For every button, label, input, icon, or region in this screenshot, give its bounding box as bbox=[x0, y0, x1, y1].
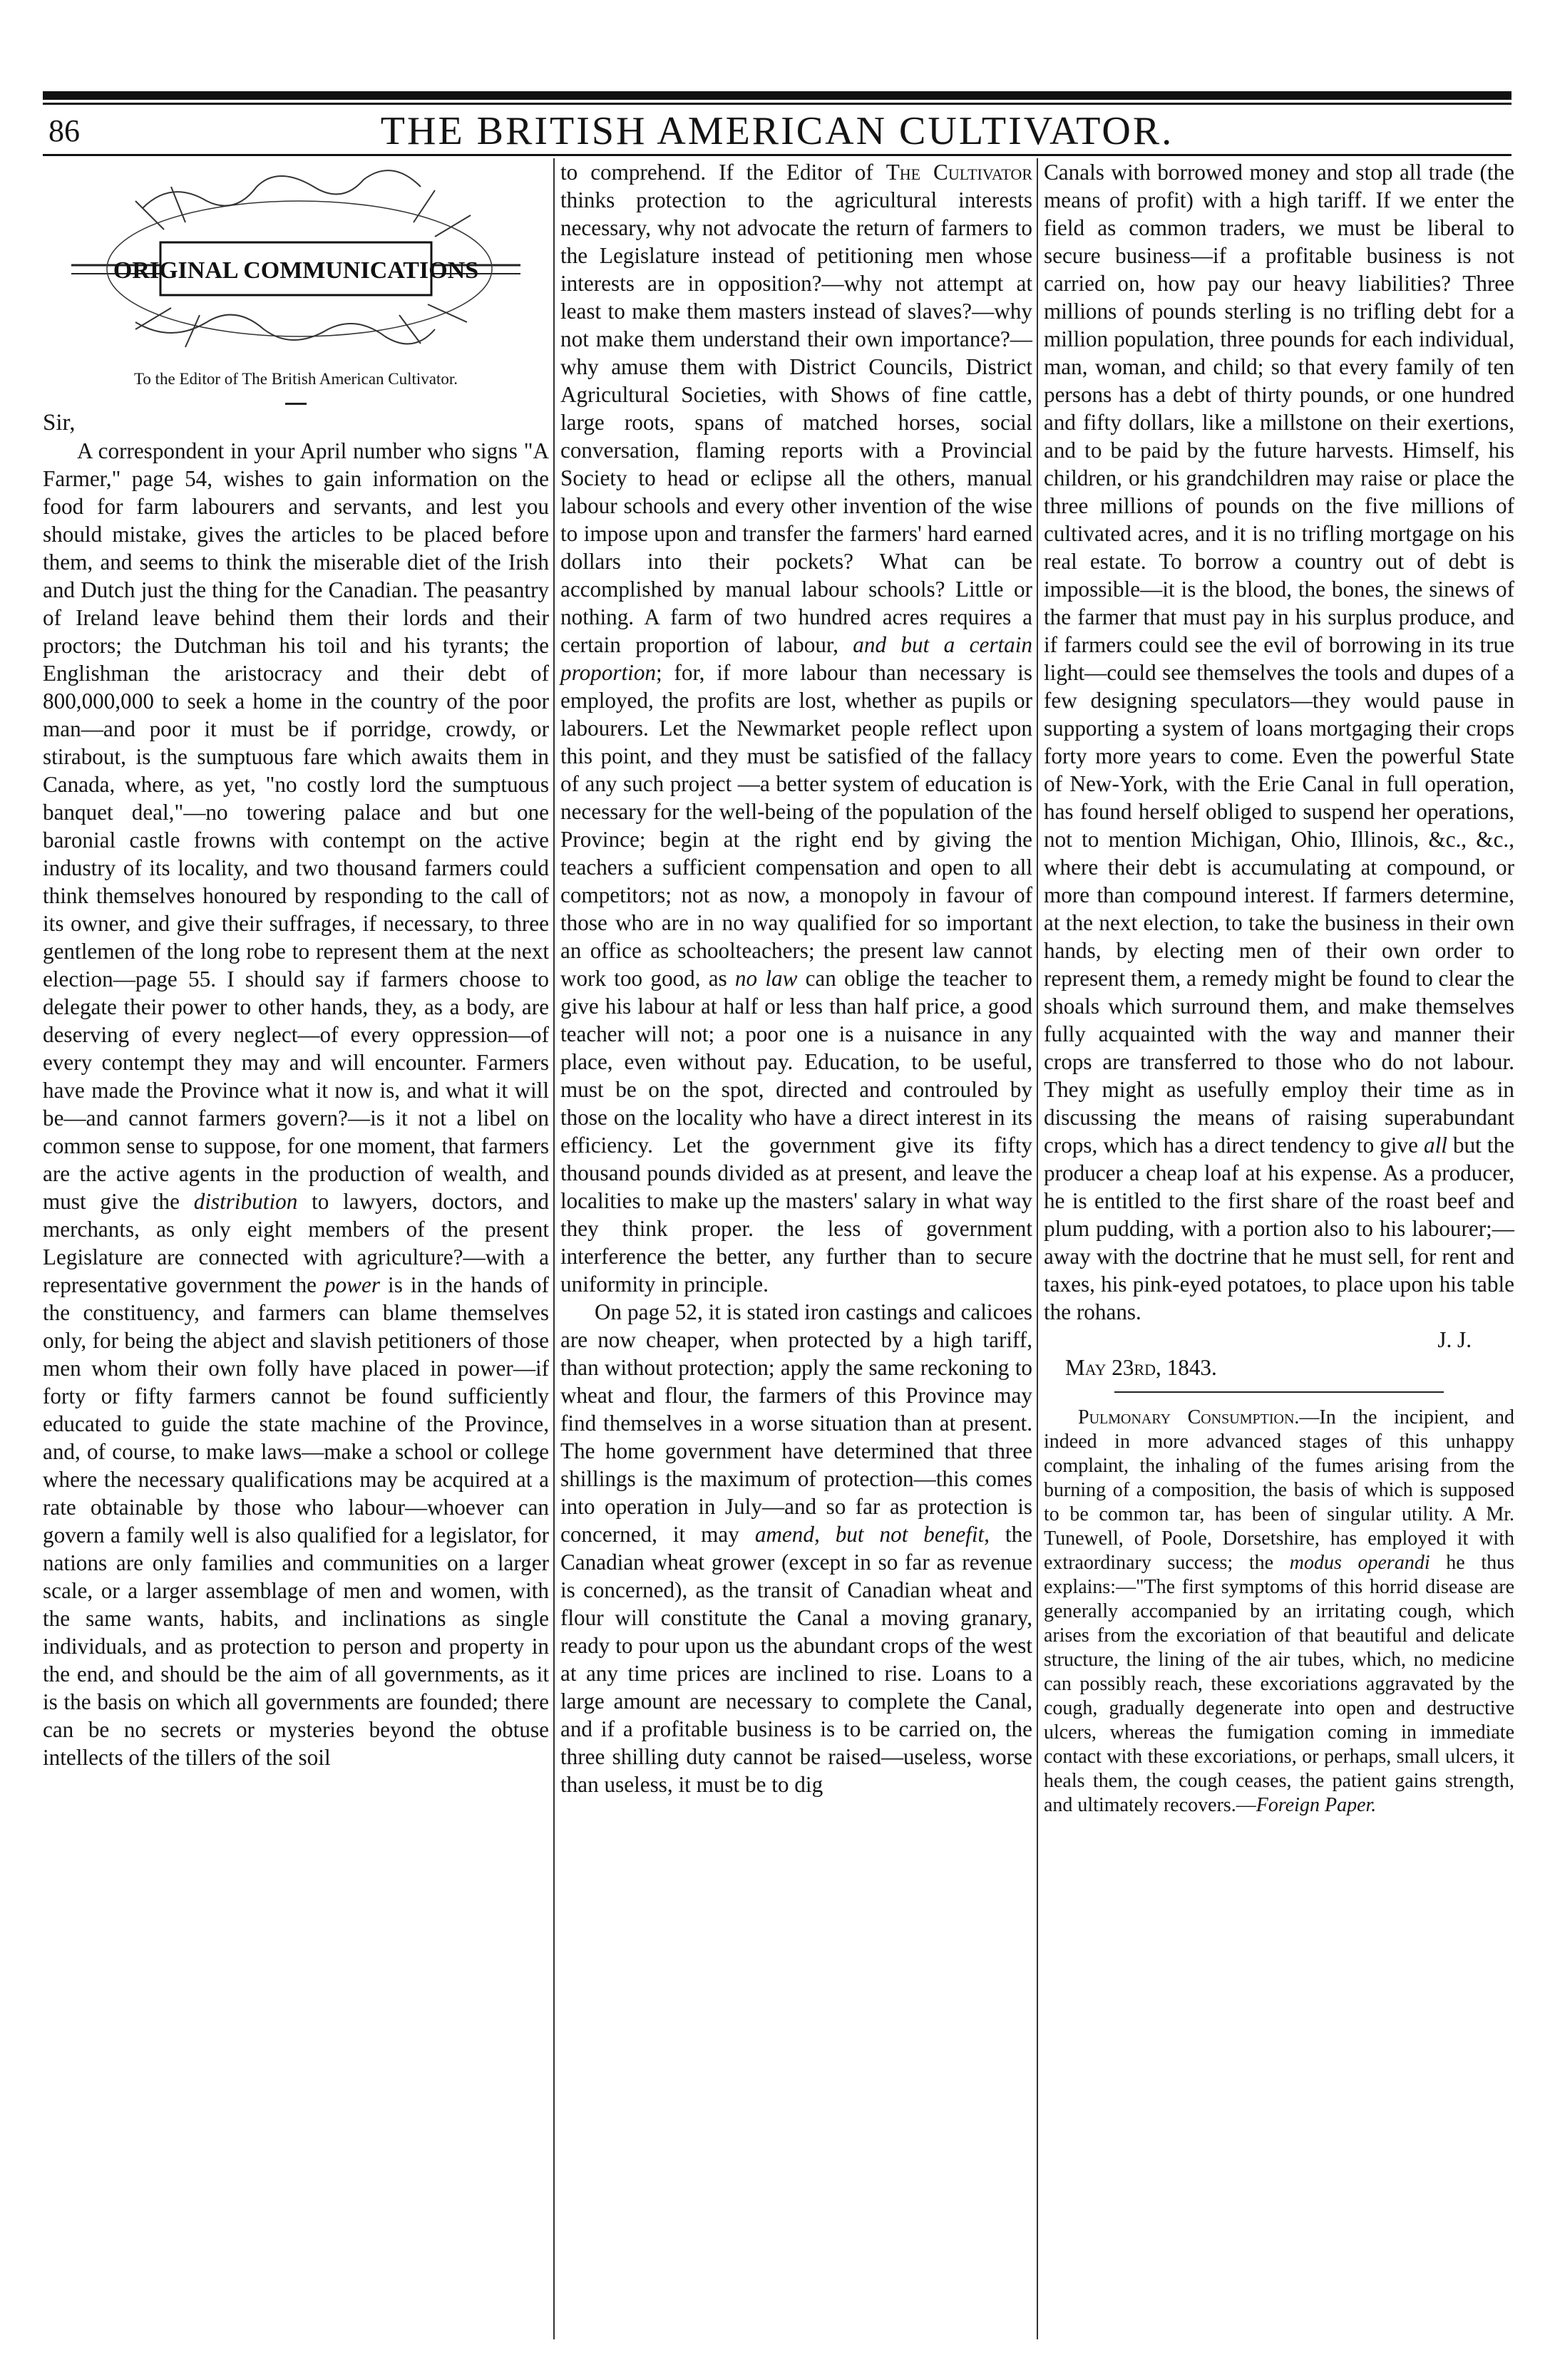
article-separator bbox=[1114, 1391, 1444, 1393]
top-thin-rule bbox=[43, 103, 1511, 105]
dedication-line: To the Editor of The British American Cultivator. bbox=[133, 370, 458, 388]
letter-paragraph-2: to comprehend. If the Editor of The Cultivator thinks protection to the agricultural interests necessary, why not advocate the return of farmers to the Legislature instead of petitioning men whose interests are in opposition?—why not attempt at least to make them masters instead of slaves?—why not make them understand their own importance?—why amuse them with District Councils, District Agricultural Societies, with Shows of fine cattle, large roots, spans of matched horses, social conversation, flaming reports with a Provincial Society to head or eclipse all the others, manual labour schools and every other invention of the wise to impose upon and transfer the farmers' hard earned dollars into their pockets? What can be accomplished by manual labour schools? Little or nothing. A farm of two hundred acres requires a certain proportion of labour, and but a certain proportion; for, if more labour than necessary is employed, the profits are lost, whether as pupils or labourers. Let the Newmarket people reflect upon this point, and they must be satisfied of the fallacy of any such project —a better system of education is necessary for the well-being of the population of the Province; begin at the right end by giving the teachers a sufficient compensation and open to all competitors; not as now, a monopoly in favour of those who are in no way qualified for so important an office as schoolteachers; the present law cannot work too good, as no law can oblige the teacher to give his labour at half or less than half price, a good teacher will not; a poor one is a nuisance in any place, even without pay. Education, to be useful, must be on the spot, directed and controuled by those on the locality who have a direct interest in its efficiency. Let the government give its fifty thousand pounds divided as at present, and leave the localities to make up the masters' salary in what way they think proper. the less of government interference the better, any further than to secure uniformity in principle. bbox=[560, 160, 1032, 1297]
top-thick-rule bbox=[43, 91, 1511, 100]
letter-paragraph-4: Canals with borrowed money and stop all trade (the means of profit) with a high tariff. If we enter the field as common traders, we must be liberal to secure business—if a profitable business is not carried on, how pay our heavy liabilities? Three millions of pounds sterling is no trifling debt for a million population, three pounds for each individual, man, woman, and child; so that every family of ten persons has a debt of thirty pounds, or one hundred and fifty dollars, like a millstone on their exertions, and to be paid by the future harvests. Himself, his children, or his grandchildren may raise or place the three millions of pounds on the five millions of cultivated acres, and it is no trifling mortgage on his real estate. To borrow a country out of debt is impossible—it is the blood, the bones, the sinews of the farmer that must pay in his surplus produce, and if farmers could see the evil of borrowing in its true light—could see themselves the tools and dupes of a few designing speculators—they would pause in supporting a system of loans mortgaging their crops forty more years to come. Even the powerful State of New-York, with the Erie Canal in full operation, has found herself obliged to suspend her operations, not to mention Michigan, Ohio, Illinois, &c., &c., where their debt is accumulating at compound, or more than compound interest. If farmers determine, at the next election, to take the business in their own hands, by electing men of their own order to represent them, a remedy might be found to clear the shoals which surround them, and make themselves fully acquainted with the way and manner their crops are transferred to those who do not labour. They might as usefully employ their time as in discussing the means of raising superabundant crops, which has a direct tendency to give all but the producer a cheap loaf at his expense. As a producer, he is entitled to the first share of the roast beef and plum pudding, with a portion also to his labourer;—away with the doctrine that he must sell, for rent and taxes, his pink-eyed potatoes, to place upon his table the rohans. bbox=[1044, 160, 1514, 1324]
emblem-graphic bbox=[43, 165, 549, 358]
consumption-notice: Pulmonary Consumption.—In the incipient, and indeed in more advanced stages of this unhappy complaint, the inhaling of the fumes arising from the burning of a composition, the basis of which is supposed to be common tar, has been of singular utility. A Mr. Tunewell, of Poole, Dorsetshire, has employed it with extraordinary success; the modus operandi he thus explains:—"The first symptoms of this horrid disease are generally accompanied by an irritating cough, which arises from the excoriation of that beautiful and delicate structure, the lining of the air tubes, which, no medicine can possibly reach, these excoriations aggravated by the cough, gradually degenerate into open and destructive ulcers, whereas the fumigation coming in immediate contact with these excoriations, or perhaps, small ulcers, it heals them, the cough ceases, the patient gains strength, and ultimately recovers.—Foreign Paper. bbox=[1044, 1406, 1515, 1816]
notice-heading: Pulmonary Consumption. bbox=[1078, 1406, 1300, 1428]
notice-source: Foreign Paper. bbox=[1256, 1794, 1377, 1816]
running-title: THE BRITISH AMERICAN CULTIVATOR. bbox=[380, 109, 1174, 153]
original-communications-emblem bbox=[43, 158, 549, 365]
letter-date: May 23rd, 1843. bbox=[1065, 1355, 1217, 1380]
letter-paragraph-3: On page 52, it is stated iron castings and calicoes are now cheaper, when protected by a high tariff, than without protection; apply the same reckoning to wheat and flour, the farmers of this Province may find themselves in a worse situation than at present. The home government have determined that three shillings is the maximum of protection—this comes into operation in July—and so far as protection is concerned, it may amend, but not benefit, the Canadian wheat grower (except in so far as revenue is concerned), as the transit of Canadian wheat and flour will constitute the Canal a moving granary, ready to pour upon us the abundant crops of the west at any time prices are inclined to rise. Loans to a large amount are necessary to complete the Canal, and if a profitable business is to be carried on, the three shilling duty cannot be raised—useless, worse than useless, it must be to dig bbox=[560, 1299, 1033, 1797]
column-1 bbox=[43, 158, 549, 1771]
column-divider-2 bbox=[1037, 158, 1038, 2339]
page-number: 86 bbox=[48, 113, 80, 148]
salutation: Sir, bbox=[43, 410, 76, 436]
page-header bbox=[43, 105, 1511, 155]
emblem-text: ORIGINAL COMMUNICATIONS bbox=[113, 257, 479, 284]
letter-paragraph-1: A correspondent in your April number who signs "A Farmer," page 54, wishes to gain information on the food for farm labourers and servants, and lest you should mistake, gives the articles to be placed before them, and seems to think the miserable diet of the Irish and Dutch just the thing for the Canadian. The peasantry of Ireland leave behind them their lords and their proctors; the Dutchman his toil and his tyrants; the Englishman the aristocracy and their debt of 800,000,000 to seek a home in the country of the poor man—and poor it must be if porridge, crowdy, or stirabout, is the sumptuous fare which awaits them in Canada, where, as yet, "no costly lord the sumptuous banquet deal,"—no towering palace and but one baronial castle frowns with contempt on the active industry of its locality, and two thousand farmers could think themselves honoured by responding to the call of its owner, and give their suffrages, if necessary, to three gentlemen of the long robe to represent them at the next election—page 55. I should say if farmers choose to delegate their power to other hands, they, as a body, are deserving of every neglect—of every oppression—of every contempt they may and will encounter. Farmers have made the Province what it now is, and what it will be—and cannot farmers govern?—is it not a libel on common sense to suppose, for one moment, that farmers are the active agents in the production of wealth, and must give the distribution to lawyers, doctors, and merchants, as only eight members of the present Legislature are connected with agriculture?—with a representative government the power is in the hands of the constituency, and farmers can blame themselves only, for being the abject and slavish petitioners of those men whom their own folly have placed in power—if forty or fifty farmers cannot be found sufficiently educated to guide the state machine of the Province, and, of course, to make laws—make a school or college where the necessary qualifications may be acquired at a rate obtainable by those who labour—whoever can govern a family well is also qualified for a legislator, for nations are only families and communities on a larger scale, or a larger assemblage of men and women, with the same wants, habits, and inclinations as single individuals, and as protection to person and property in the end, and should be the aim of all governments, as it is the basis on which all governments are founded; there can be no secrets or mysteries beyond the obtuse intellects of the tillers of the soil bbox=[43, 438, 550, 1770]
column-divider-1 bbox=[553, 158, 555, 2339]
short-dash bbox=[285, 403, 307, 405]
header-rule bbox=[43, 154, 1511, 156]
signature: J. J. bbox=[1437, 1327, 1472, 1352]
column-2 bbox=[560, 158, 1032, 1798]
column-3 bbox=[1044, 158, 1514, 1818]
